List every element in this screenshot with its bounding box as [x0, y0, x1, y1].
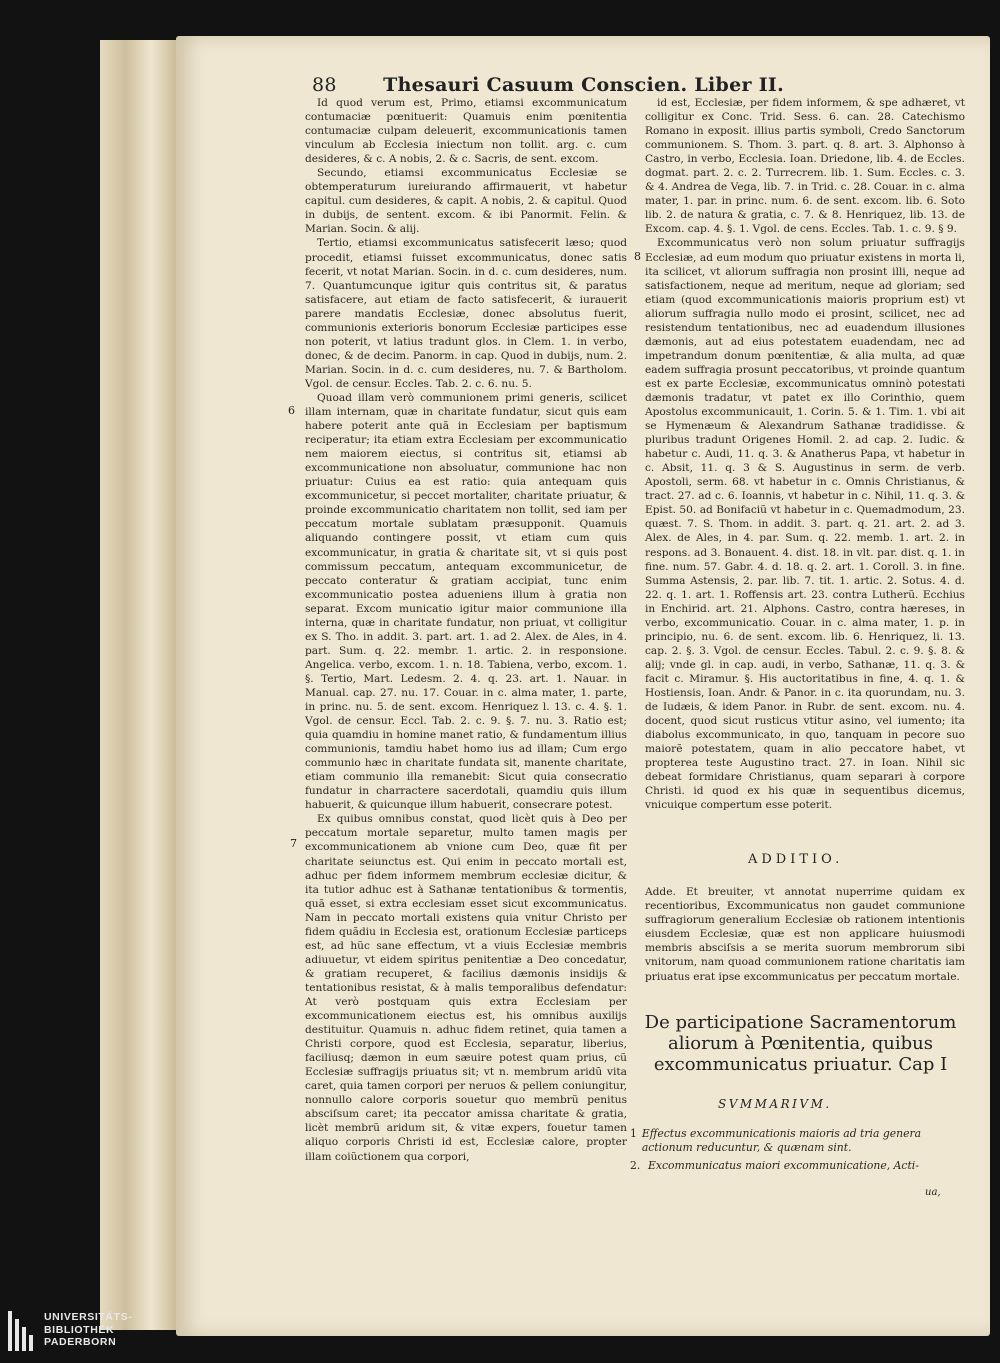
- running-header: [312, 74, 784, 96]
- paragraph: Secundo, etiamsi excommunicatus Ecclesiæ se obtemperaturum iureiurando affirmauerit, vt habetur capitul. cum desideres, & capit. A nobis, 2. & capitul. Quod in dubijs, de sentent. excom. & ibi Panormit. Felin. & Marian. Socin. & alij.: [305, 167, 627, 236]
- summarium-list: [630, 1127, 965, 1177]
- logo-line: BIBLIOTHEK: [44, 1323, 115, 1336]
- summarium-label: SVMMARIVM.: [718, 1097, 832, 1111]
- library-logo-icon: [8, 1311, 34, 1351]
- logo-line: UNIVERSITÄTS-: [44, 1311, 133, 1323]
- left-column: [305, 96, 627, 1164]
- logo-line: PADERBORN: [44, 1336, 117, 1348]
- chapter-heading: De participatione Sacramentorum aliorum à Pœnitentia, quibus excommunicatus priuatur. Cap I: [644, 1012, 957, 1075]
- paragraph: Tertio, etiamsi excommunicatus satisfecerit læso; quod procedit, etiamsi fuisset excommunicatus, donec satis fecerit, vt notat Marian. Socin. in d. c. cum desideres, num. 7. Quantumcunque igitur quis contritus sit, & paratus satisfacere, aut etiam de facto satisfecerit, & iurauerit parere mandatis Ecclesiæ, donec absolutus fuerit, communionis exterioris bonorum Ecclesiæ participes esse non poterit, vt latius tradunt glos. in Clem. 1. in verbo, donec, & de decim. Panorm. in cap. Quod in dubijs, num. 2. Marian. Socin. in d. c. cum desideres, nu. 7. & Bartholom. Vgol. de censur. Eccles. Tab. 2. c. 6. nu. 5.: [305, 237, 627, 390]
- margin-number: 6: [288, 404, 295, 417]
- paragraph: Ex quibus omnibus constat, quod licèt quis à Deo per peccatum mortale separetur, multo tamen magis per excommunicationem ab vnione cum Deo, quæ fit per charitate seiunctus est. Qui enim in peccato mortali est, adhuc per fidem informem membrum ecclesiæ dicitur, & ita tutior adhuc est à Sathanæ tentationibus & tormentis, quã esset, si extra ecclesiam esset sicut excommunicatus. Nam in peccato mortali existens quia vnitur Christo per fidem quãdiu in Ecclesia est, orationum Ecclesiæ particeps est, ad hũc sane effectum, vt a viuis Ecclesiæ membris adiuuetur, vt eidem spiritus penitentiæ a Deo concedatur, & gratiam recuperet, & facilius dæmonis insidijs & tentationibus resistat, & à malis temporalibus defendatur: At verò postquam quis extra Ecclesiam per excommunicationem eiectus est, his omnibus auxilijs destituitur. Quamuis n. adhuc fidem retinet, quia tamen a Christi corpore, quod est Ecclesia, separatur, liberius, faciliusq; dæmon in eum sæuire potest quam prius, cũ Ecclesiæ suffragijs priuatus sit; vt n. membrum aridũ vita caret, quia tamen corpori per neruos & pellem coniungitur, nonnullo calore corporis souetur quo membrũ penitus absciſsum caret; ita peccator amissa charitate & gratia, licèt membrũ aridum sit, & vitæ expers, fouetur tamen aliquo corporis Christi id est, Ecclesiæ calore, propter illam coiũctionem qua corpori,: [305, 813, 627, 1163]
- page-number: 88: [312, 74, 337, 96]
- margin-number: 7: [290, 837, 297, 850]
- item-text: Excommunicatus maiori excommunicatione, Acti-: [648, 1159, 919, 1172]
- library-logo-text: [44, 1311, 132, 1349]
- library-logo: [8, 1311, 132, 1351]
- additio-title: ADDITIO.: [748, 852, 844, 867]
- paragraph: Quoad illam verò communionem primi generis, scilicet illam internam, quæ in charitate fundatur, sicut quis eam habere poterit ante quã in Ecclesiam per baptismum reciperatur; ita etiam extra Ecclesiam per excommunicatio nem maiorem eiectus, si contritus sit, etiamsi ab excommunicatione non absoluatur, communione hac non priuatur: Cuius ea est ratio: quia antequam quis excommunicetur, si peccet mortaliter, charitate priuatur, & proinde excommunicatio charitatem non tollit, sed iam per peccatum mortale sublatam præsupponit. Quamuis aliquando contingere possit, vt etiam cum quis excommunicatur, in gratia & charitate sit, vt si quis post commissum peccatum, antequam excommunicetur, de peccato conteratur & gratiam accipiat, tunc enim excommunicatio postea adueniens illum à gratia non separat. Excom municatio igitur maior communione illa interna, quæ in charitate fundatur, non priuat, vt colligitur ex S. Tho. in addit. 3. part. art. 1. ad 2. Alex. de Ales, in 4. part. Sum. q. 22. membr. 1. artic. 2. in responsione. Angelica. verbo, excom. 1. n. 18. Tabiena, verbo, excom. 1. §. Tertio, Mart. Ledesm. 2. 4. q. 23. art. 1. Nauar. in Manual. cap. 27. nu. 17. Couar. in c. alma mater, 1. parte, in princ. nu. 5. de sent. excom. Henriquez l. 13. c. 4. §. 1. Vgol. de censur. Eccl. Tab. 2. c. 9. §. 7. nu. 3. Ratio est; quia quamdiu in homine manet ratio, & fundamentum illius communionis, tamdiu habet homo ius ad illam; Cum ergo communio hæc in charitate fundata sit, manente charitate, etiam communio illa remanebit: Sicut quia consecratio fundatur in charractere sacerdotali, quamdiu quis illum habuerit, & quicunque illum habuerit, consecrare potest.: [305, 391, 627, 812]
- list-item: [630, 1127, 965, 1155]
- item-text: Effectus excommunicationis maioris ad tria genera actionum reducuntur, & quænam sint.: [641, 1127, 922, 1154]
- margin-number: 8: [634, 250, 641, 263]
- paragraph: Id quod verum est, Primo, etiamsi excommunicatum contumaciæ pœnituerit: Quamuis enim pœnitentia contumaciæ culpam deleuerit, excommunicationis tamen vinculum ab Ecclesia iniectum non tollit. arg. c. cum desideres, & c. A nobis, 2. & c. Sacris, de sent. excom.: [305, 97, 627, 166]
- catchword: ua,: [925, 1187, 941, 1198]
- right-column: [645, 96, 965, 812]
- paragraph: Excommunicatus verò non solum priuatur suffragijs Ecclesiæ, ad eum modum quo priuatur existens in morta li, ita scilicet, vt aliorum suffragia non prosint illi, neque ad satisfactionem, neque ad meritum, neque ad gloriam; sed etiam (quod excommunicationis maioris proprium est) vt aliorum suffragia nullo modo ei prosint, scilicet, nec ad resistendum tentationibus, nec ad euadendum illusiones dæmonis, aut ad eius potestatem euadendam, nec ad impetrandum donum pœnitentiæ, & alia multa, ad quæ eadem suffragia prosunt peccatoribus, vt proinde quantum est ex parte Ecclesiæ, excommunicatus omninò potestati dæmonis tradatur, vt patet ex illo Corinthio, quem Apostolus excommunicauit, 1. Corin. 5. & 1. Tim. 1. vbi ait se Hymenæum & Alexandrum Sathanæ tradidisse. & pluribus tradunt Origenes Homil. 2. ad cap. 2. Iudic. & habetur c. Audi, 11. q. 3. & Anatherus Papa, vt habetur in c. Absit, 11. q. 3 & S. Augustinus in serm. de verb. Apostoli, serm. 68. vt habetur in c. Omnis Christianus, & tract. 27. ad c. 6. Ioannis, vt habetur in c. Nihil, 11. q. 3. & Epist. 50. ad Bonifaciũ vt habetur in c. Quemadmodum, 23. quæst. 7. S. Thom. in addit. 3. part. q. 21. art. 2. ad 3. Alex. de Ales, in 4. par. Sum. q. 22. memb. 1. art. 2. in respons. ad 3. Bonauent. 4. dist. 18. in vlt. par. dist. q. 1. in fine. num. 57. Gabr. 4. d. 18. q. 2. art. 1. Coroll. 3. in fine. Summa Astensis, 2. par. lib. 7. tit. 1. artic. 2. Sotus. 4. d. 22. q. 1. art. 1. Roffensis art. 23. contra Lutherũ. Ecchius in Enchirid. art. 21. Alphons. Castro, contra hæreses, in verbo, excommunicatio. Couar. in c. alma mater, 1. p. in principio, nu. 6. de sent. excom. lib. 6. Henriquez, li. 13. cap. 2. §. 3. Vgol. de censur. Eccles. Tabul. 2. c. 9. §. 8. & alij; vnde gl. in cap. audi, in verbo, Sathanæ, 11. q. 3. & facit c. Miramur. §. His auctoritatibus in fine, 4. q. 1. & Hostiensis, Ioan. Andr. & Panor. in c. ita quorundam, nu. 3. de Iudæis, & idem Panor. in Rubr. de sent. excom. nu. 4. docent, quod sicut rusticus vtitur asino, vel iumento; ita diabolus excommunicato, in quo, tanquam in pecore suo maiorẽ potestatem, quam in alio peccatore habet, vt propterea teste Augustino tract. 27. in Ioan. Nihil sic debeat formidare Christianus, quam separari à corpore Christi. id quod ex his quæ in sequentibus dicemus, vnicuique compertum esse poterit.: [645, 237, 965, 812]
- additio-text: Adde. Et breuiter, vt annotat nuperrime quidam ex recentioribus, Excommunicatus non gaudet communione suffragiorum generalium Ecclesiæ ob rationem intentionis eiusdem Ecclesiæ, quæ est non applicare huiusmodi membris absciſsis a se merita suorum membrorum sibi vnitorum, nam quoad communionem ratione charitatis iam priuatus erat ipse excommunicatus per peccatum mortale.: [645, 886, 965, 983]
- list-item: [630, 1159, 965, 1173]
- page-stack-edge: [100, 40, 185, 1330]
- paragraph: id est, Ecclesiæ, per fidem informem, & spe adhæret, vt colligitur ex Conc. Trid. Sess. 6. can. 28. Catechismo Romano in exposit. illius partis symboli, Credo Sanctorum communionem. S. Thom. 3. part. q. 8. art. 3. Alphonso à Castro, in verbo, Ecclesia. Ioan. Driedone, lib. 4. de Eccles. dogmat. part. 2. c. 2. Turrecrem. lib. 1. Sum. Eccles. c. 3. & 4. Andrea de Vega, lib. 7. in Trid. c. 28. Couar. in c. alma mater, 1. par. in princ. num. 6. de sent. excom. lib. 6. Soto lib. 2. de natura & gratia, c. 7. & 8. Henriquez, lib. 13. de Excom. cap. 4. §. 1. Vgol. de cens. Eccles. Tab. 1. c. 9. § 9.: [645, 97, 965, 236]
- running-title: Thesauri Casuum Conscien. Liber II.: [383, 74, 784, 96]
- item-number: 1: [630, 1127, 637, 1140]
- item-number: 2.: [630, 1159, 641, 1172]
